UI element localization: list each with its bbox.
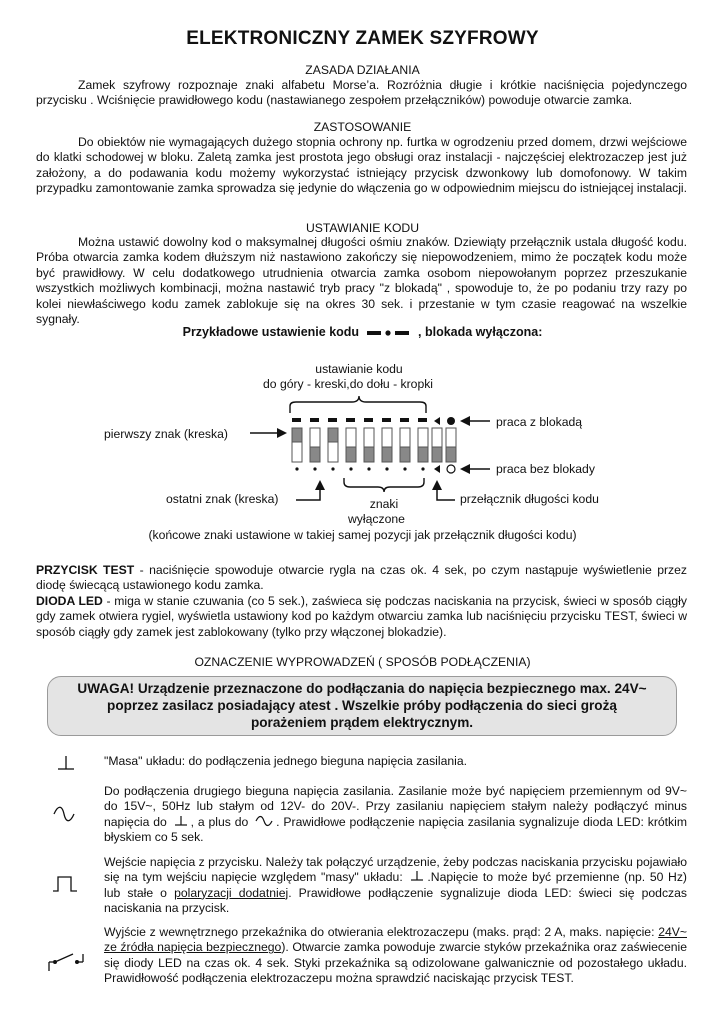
para-ustawianie: Można ustawić dowolny kod o maksymalnej długości ośmiu znaków. Dziewiąty przełącznik ustala długość kodu. Próba otwarcia zamka kodem dłuższym niż nastawiono zakończy się niepowodzeniem, mimo że początek kodu może być prawidłowy. W celu dodatkowego utrudnienia otwarcia zamka osobom niepowołanym poprzez przeszukanie wszystkich możliwych kombinacji, można nastawić tryb pracy "z blokadą" , spowoduje to, że po podaniu trzy razy po kolei niewłaściwego kodu zamek zablokuje się na okres 30 sek. i przestanie w tym czasie reagować na wszelkie sygnały. xyxy=(36,235,687,327)
ac-text-a: Do podłączenia drugiego bieguna napięcia zasilania. Zasilanie może być napięciem przemiennym od 9V~ do 15V~, 50Hz lub stałym od 12V- do 20V-. Przy zasilaniu napięciem stałym należy podłączyć minus napięcia do xyxy=(104,784,687,829)
pin-ac-text xyxy=(104,784,687,846)
ground-icon xyxy=(56,754,76,774)
document-title: ELEKTRONICZNY ZAMEK SZYFROWY xyxy=(186,28,539,49)
label-praca-z-blokada: praca z blokadą xyxy=(496,415,583,429)
test-text: - naciśnięcie spowoduje otwarcie rygla na czas ok. 4 sek, po czym nastąpuje wyświetlenie przez diodę świecącą ustawionego kodu zamka. xyxy=(36,563,688,593)
example-prefix: Przykładowe ustawienie kodu xyxy=(182,325,360,339)
btn-text-b: .Napięcie to może być przemienne (np. 50 Hz) lub stałe o xyxy=(104,870,687,900)
heading-zastosowanie: ZASTOSOWANIE xyxy=(313,120,412,134)
label-znaki: znaki xyxy=(369,497,399,511)
ground-inline-icon-2 xyxy=(410,870,424,882)
ac-sine-inline-icon xyxy=(255,815,273,827)
pulse-icon xyxy=(52,874,78,894)
pin-button-text xyxy=(104,855,687,917)
para-przycisk-test xyxy=(36,563,687,594)
ground-inline-icon xyxy=(174,815,188,827)
btn-text-a: Wejście napięcia z przycisku. Należy tak połączyć urządzenie, żeby podczas naciskania przycisku pojawiało się na tym wejściu napięcie względem "masy" układu: xyxy=(104,855,688,885)
ac-text-c: . Prawidłowe podłączenie napięcia zasilania sygnalizuje dioda LED: krótkim błyskiem co 5 sek. xyxy=(104,814,687,845)
relay-switch-icon xyxy=(47,951,87,973)
rel-text-underline: 24V~ ze źródła napięcia bezpiecznego xyxy=(104,925,687,955)
label-wylaczone: wyłączone xyxy=(348,512,405,526)
heading-ustawianie: USTAWIANIE KODU xyxy=(305,221,420,235)
led-text: - miga w stanie czuwania (co 5 sek.), zaświeca się podczas naciskania na przycisk, świeci w sposób ciągły gdy zamek otwiera rygiel, wyświetla ustawiony kod po każdym otwarciu zamka lub naciśnięciu przycisku TEST, świeci w sposób ciągły gdy zamek jest zablokowany (tylko przy włączonej blokadzie). xyxy=(36,594,687,639)
para-zastosowanie: Do obiektów nie wymagających dużego stopnia ochrony np. furtka w ogrodzeniu przed domem, drzwi wejściowe do klatki schodowej w bloku. Zaletą zamka jest prostota jego obsługi oraz instalacji - najczęściej elektrozaczep jest już założony, a do podawania kodu możemy wykorzystać istniejący przycisk dzwonkowy lub domofonowy. W takim przypadku zamontowanie zamka sprowadza się jedynie do włączenia go w odpowiednim miejscu do istniejącej instalacji. xyxy=(36,135,688,196)
rel-text-a: Wyjście z wewnętrznego przekaźnika do otwierania elektrozaczepu (maks. prąd: 2 A, maks. napięcie: xyxy=(104,925,655,939)
label-ustawianie: ustawianie kodu xyxy=(315,362,403,376)
rel-text-c: ). Otwarcie zamka powoduje zwarcie styków przekaźnika oraz zaświecenie się diody LED na czas ok. 4 sek. Styki przekaźnika są odizolowane galwanicznie od pozostałego układu. Prawidłowość podłączenia elektrozaczepu można sprawdzić naciskając przycisk TEST. xyxy=(104,940,687,986)
heading-zasada: ZASADA DZIAŁANIA xyxy=(305,63,420,77)
label-ostatni-znak: ostatni znak (kreska) xyxy=(166,492,279,506)
example-suffix: , blokada wyłączona: xyxy=(418,325,543,339)
label-uwaga-koncowe: (końcowe znaki ustawione w takiej samej pozycji jak przełącznik długości kodu) xyxy=(148,528,577,542)
label-pierwszy-znak: pierwszy znak (kreska) xyxy=(104,427,228,441)
btn-text-underline: polaryzacji dodatniej xyxy=(174,885,289,900)
warning-line2: poprzez zasilacz posiadający atest . Wszelkie próby podłączenia do sieci grożą xyxy=(107,698,617,713)
heading-oznaczenie: OZNACZENIE WYPROWADZEŃ ( SPOSÓB PODŁĄCZENIA) xyxy=(194,655,531,669)
warning-line3: porażeniem prądem elektrycznym. xyxy=(250,715,474,730)
pin-ground-text: "Masa" układu: do podłączenia jednego bieguna napięcia zasilania. xyxy=(104,754,468,768)
label-kierunki: do góry - kreski,do dołu - kropki xyxy=(263,377,434,391)
label-przelacznik-dlugosci: przełącznik długości kodu xyxy=(460,492,599,506)
para-zasada: Zamek szyfrowy rozpoznaje znaki alfabetu Morse’a. Rozróżnia długie i krótkie naciśnięcia pojedynczego przycisku . Wciśnięcie prawidłowego kodu (nastawianego zespołem przełączników) powoduje otwarcie zamka. xyxy=(36,78,687,108)
ac-text-b: , a plus do xyxy=(190,814,249,829)
label-praca-bez-blokady: praca bez blokady xyxy=(496,462,595,476)
warning-line1: UWAGA! Urządzenie przeznaczone do podłączania do napięcia bezpiecznego max. 24V~ xyxy=(77,681,647,696)
warning-box xyxy=(47,676,677,736)
test-bold: PRZYCISK TEST xyxy=(36,563,135,577)
pin-relay-text xyxy=(104,925,687,987)
ac-sine-icon xyxy=(52,806,76,822)
para-dioda-led xyxy=(36,594,687,640)
btn-text-c: . Prawidłowe podłączenie sygnalizuje dioda LED: świeci się podczas naciskania na przycisk. xyxy=(104,885,688,916)
led-bold: DIODA LED xyxy=(36,594,103,608)
